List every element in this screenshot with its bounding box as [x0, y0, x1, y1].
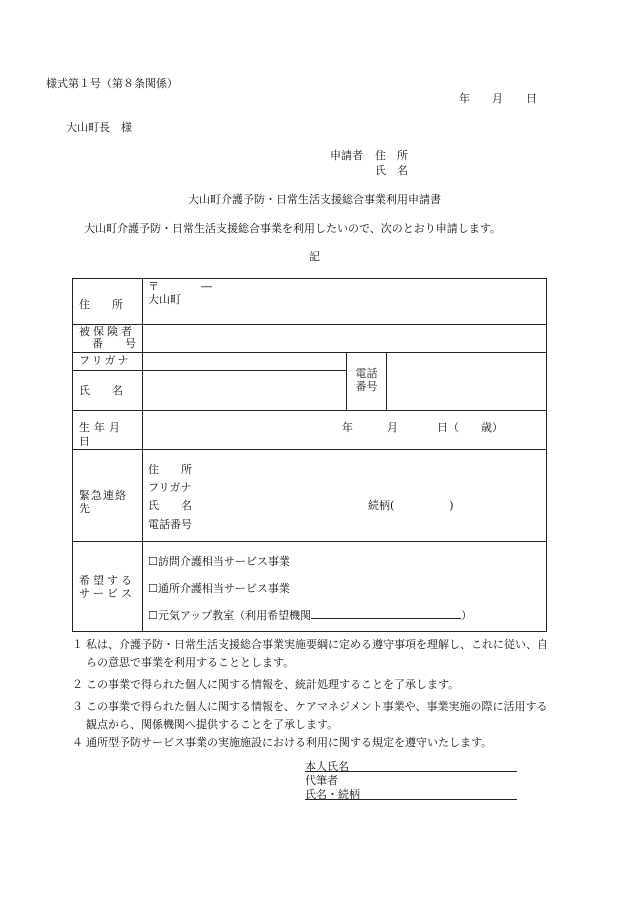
ki-mark: 記: [309, 250, 320, 263]
form-number: 様式第１号（第８条関係）: [46, 77, 178, 90]
genki-up-label: ☐元気アップ教室（利用希望機関: [148, 608, 312, 622]
date-day-label: 日: [526, 92, 537, 105]
address-value-cell[interactable]: [143, 279, 547, 325]
service-label-cell: [73, 541, 143, 631]
service-options-cell: [143, 541, 547, 631]
service-option-day-care[interactable]: ☐通所介護相当サービス事業: [148, 581, 290, 595]
postal-mark: 〒: [148, 280, 159, 293]
birth-day-label: 日（: [437, 421, 459, 434]
birthdate-row: [73, 411, 547, 450]
service-row: [73, 541, 547, 631]
em-phone-label: 電話番号: [148, 517, 192, 531]
date-year-label: 年: [459, 92, 470, 105]
address-row: [73, 279, 547, 325]
note-item: ２ この事業で得られた個人に関する情報を、統計処理することを了承します。: [72, 678, 460, 691]
emergency-label-cell: [73, 449, 143, 541]
em-furigana-label: フリガナ: [148, 480, 192, 494]
signature-person-line[interactable]: [305, 771, 517, 772]
phone-value-cell[interactable]: [387, 353, 547, 411]
name-label-cell: [73, 371, 143, 411]
phone-label-line2: 番号: [355, 380, 378, 393]
emergency-value-cell[interactable]: [143, 449, 547, 541]
insured-number-cell[interactable]: [143, 325, 547, 353]
furigana-label: フリガナ: [79, 354, 131, 367]
birth-label-cell: [73, 411, 143, 450]
service-label-line2: サービス: [79, 586, 135, 600]
em-address-label: 住 所: [148, 462, 192, 476]
application-table: [72, 278, 547, 632]
note-item: １ 私は、介護予防・日常生活支援総合事業実施要綱に定める遵守事項を理解し、これに従い、自らの意思で事業を利用することとします。: [72, 638, 548, 669]
birth-age-label: 歳）: [481, 421, 503, 434]
applicant-label: 申請者: [330, 149, 363, 162]
address-label: 住 所: [79, 298, 123, 311]
phone-label-line1: 電話: [355, 367, 378, 380]
service-label-line1: 希望する: [79, 573, 135, 587]
address-label-cell: [73, 279, 143, 325]
signature-proxy-line[interactable]: [305, 799, 517, 800]
genki-up-close: ）: [461, 608, 473, 622]
date-month-label: 月: [492, 92, 503, 105]
emergency-row: [73, 449, 547, 541]
insured-label-line1: 被保険者: [79, 325, 135, 338]
em-relation-label: 続柄( ): [368, 498, 454, 512]
birthdate-value-cell[interactable]: [143, 411, 547, 450]
intro-text: 大山町介護予防・日常生活支援総合事業を利用したいので、次のとおり申請します。: [84, 222, 501, 235]
applicant-name-label: 氏 名: [375, 164, 408, 177]
insured-number-row: [73, 325, 547, 353]
notes-section: [72, 636, 558, 752]
birth-label: 生年月日: [79, 421, 124, 448]
signature-proxy-label: 代筆者: [305, 774, 338, 787]
name-label: 氏 名: [79, 384, 123, 397]
note-item: ４ 通所型予防サービス事業の実施施設における利用に関する規定を遵守いたします。: [72, 736, 493, 749]
postal-dash: ―: [201, 280, 212, 293]
birth-month-label: 月: [387, 421, 398, 434]
form-title: 大山町介護予防・日常生活支援総合事業利用申請書: [188, 193, 441, 206]
name-value-cell[interactable]: [143, 371, 347, 411]
genki-up-institution-line[interactable]: [311, 608, 461, 619]
applicant-address-label: 住 所: [375, 149, 408, 162]
furigana-value-cell[interactable]: [143, 353, 347, 371]
emergency-label: 緊急連絡先: [79, 488, 127, 516]
furigana-label-cell: [73, 353, 143, 371]
em-name-label: 氏 名: [148, 498, 192, 512]
service-option-genki-up[interactable]: [148, 608, 472, 623]
insured-label-cell: [73, 325, 143, 353]
signature-person-label: 本人氏名: [305, 760, 349, 773]
birth-year-label: 年: [342, 421, 353, 434]
phone-label-cell: [347, 353, 387, 411]
furigana-row: [73, 353, 547, 371]
addressee: 大山町長 様: [66, 121, 132, 134]
town-name: 大山町: [148, 293, 181, 306]
service-option-home-care[interactable]: ☐訪問介護相当サービス事業: [148, 554, 290, 568]
signature-proxy-name-label: 氏名・続柄: [305, 788, 360, 801]
insured-label-line2: 番 号: [92, 337, 136, 350]
note-item: ３ この事業で得られた個人に関する情報を、ケアマネジメント事業や、事業実施の際に活用する観点から、関係機関へ提供することを了承します。: [72, 700, 548, 731]
